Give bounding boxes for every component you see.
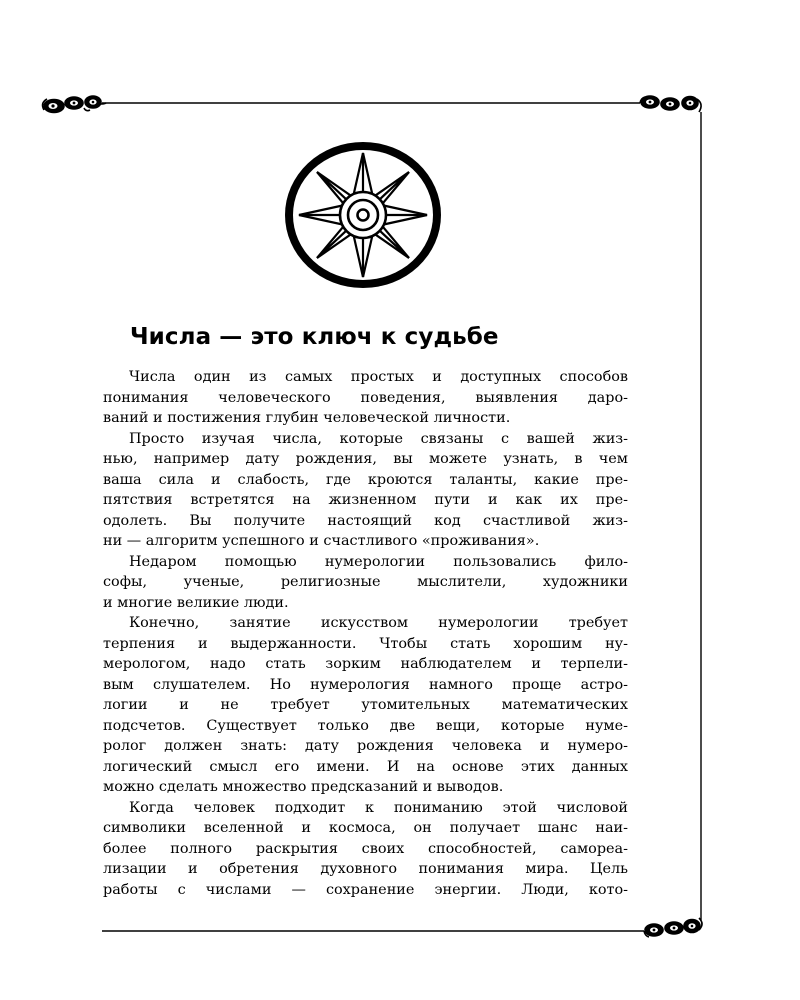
text-line: Числа один из самых простых и доступных способов <box>129 369 628 385</box>
text-line: ролог должен знать: дату рождения человека и нумеро- <box>103 738 628 754</box>
text-line: Когда человек подходит к пониманию этой числовой <box>129 799 628 816</box>
text-line: мерологом, надо стать зорким наблюдателем и терпели- <box>103 656 628 672</box>
text-line: Просто изучая числа, которые связаны с вашей жиз- <box>129 430 628 447</box>
text-line: пятствия встретятся на жизненном пути и как их пре- <box>103 492 628 508</box>
text-line: ваний и постижения глубин человеческой личности. <box>103 410 511 426</box>
text-line: более полного раскрытия своих способностей, самореа- <box>103 840 628 857</box>
paragraph <box>103 552 628 614</box>
text-line: лизации и обретения духовного понимания мира. Цель <box>103 861 628 877</box>
text-line: софы, ученые, религиозные мыслители, художники <box>103 574 628 590</box>
text-line: ни — алгоритм успешного и счастливого «проживания». <box>103 533 540 549</box>
text-line: подсчетов. Существует только две вещи, которые нуме- <box>103 717 628 734</box>
text-line: нью, например дату рождения, вы можете узнать, в чем <box>103 451 628 467</box>
compass-star-emblem <box>283 140 443 290</box>
paragraph <box>103 798 628 901</box>
text-line: и многие великие люди. <box>103 594 289 611</box>
text-line: логии и не требует утомительных математических <box>103 697 628 713</box>
text-line: ваша сила и слабость, где кроются таланты, какие пре- <box>103 471 628 488</box>
text-line: символики вселенной и космоса, он получает шанс наи- <box>103 820 628 836</box>
text-line: Недаром помощью нумерологии пользовались фило- <box>129 553 628 570</box>
text-line: вым слушателем. Но нумерология намного проще астро- <box>103 676 628 693</box>
paragraph <box>103 429 628 552</box>
text-line: терпения и выдержанности. Чтобы стать хорошим ну- <box>103 635 628 652</box>
text-line: логический смысл его имени. И на основе этих данных <box>103 758 628 775</box>
text-line: работы с числами — сохранение энергии. Люди, кото- <box>103 881 628 898</box>
bottom-right-curl-ornament <box>644 918 702 937</box>
paragraph <box>103 367 628 429</box>
top-right-curl-ornament <box>640 96 701 112</box>
text-line: понимания человеческого поведения, выявления даро- <box>103 389 628 406</box>
text-line: можно сделать множество предсказаний и выводов. <box>103 779 504 795</box>
text-line: одолеть. Вы получите настоящий код счастливой жиз- <box>103 512 628 529</box>
top-left-curl-ornament <box>43 96 106 113</box>
body-text <box>103 367 628 900</box>
paragraph <box>103 613 628 798</box>
chapter-title: Числа — это ключ к судьбе <box>130 324 499 350</box>
text-line: Конечно, занятие искусством нумерологии требует <box>129 615 628 631</box>
